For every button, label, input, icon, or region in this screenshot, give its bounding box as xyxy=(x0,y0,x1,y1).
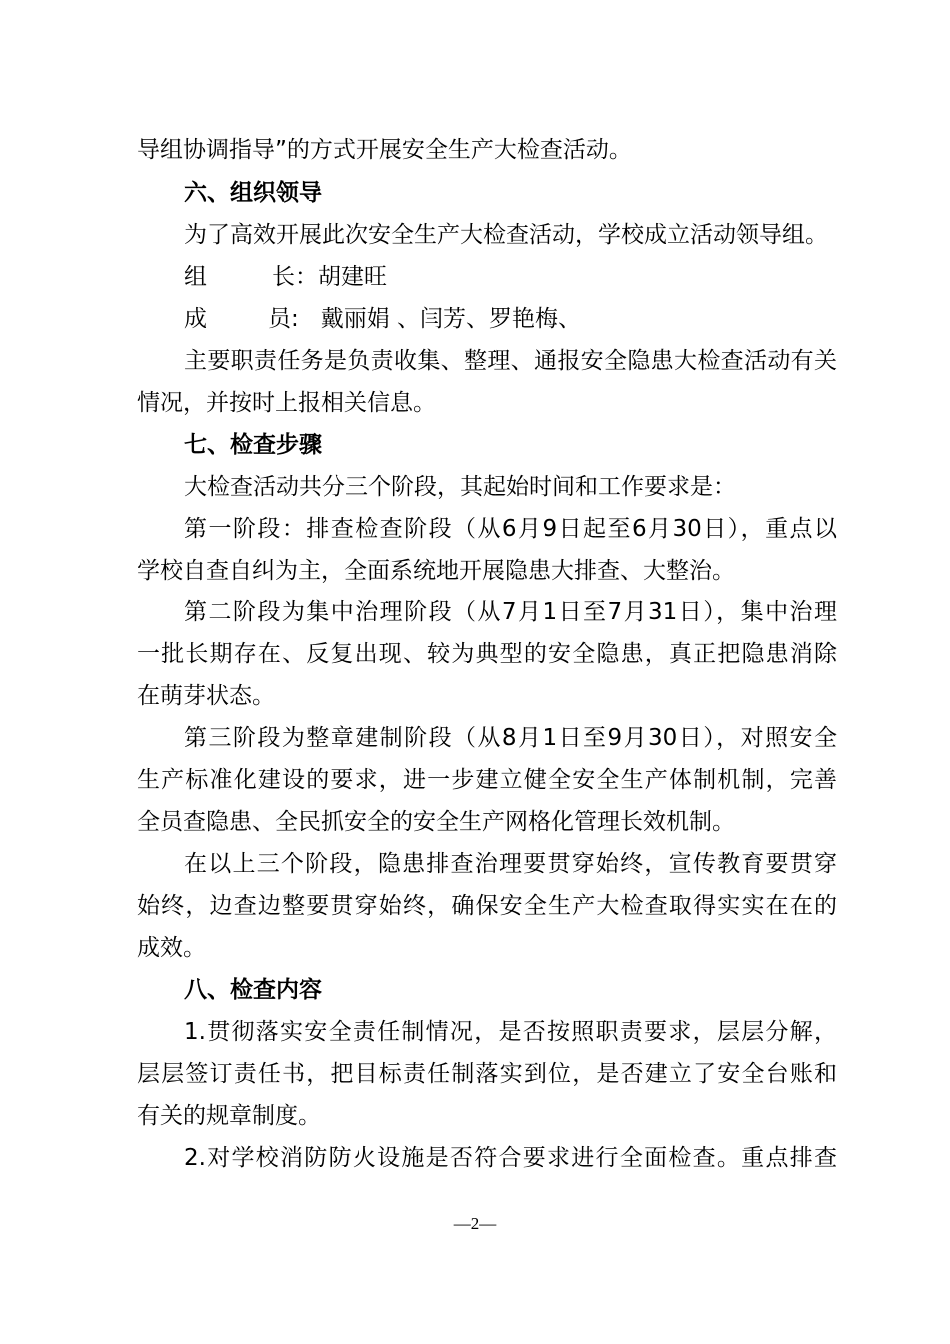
paragraph-line: 第一阶段：排查检查阶段（从6月9日起至6月30日），重点以 xyxy=(184,516,837,542)
member-label-a: 成 xyxy=(184,306,207,332)
paragraph-line: 第二阶段为集中治理阶段（从7月1日至7月31日），集中治理 xyxy=(184,599,837,625)
leader-label-b: 长： xyxy=(272,264,318,290)
paragraph-line: 在萌芽状态。 xyxy=(137,683,275,709)
section-heading-8: 八、检查内容 xyxy=(184,977,322,1003)
paragraph-line: 主要职责任务是负责收集、整理、通报安全隐患大检查活动有关 xyxy=(184,348,837,374)
member-line xyxy=(184,303,837,335)
paragraph-line: 情况，并按时上报相关信息。 xyxy=(137,390,436,416)
paragraph-line: 大检查活动共分三个阶段，其起始时间和工作要求是： xyxy=(184,474,736,500)
paragraph-line: 学校自查自纠为主，全面系统地开展隐患大排查、大整治。 xyxy=(137,558,735,584)
paragraph-line: 有关的规章制度。 xyxy=(137,1103,321,1129)
member-label-b: 员: xyxy=(268,306,299,332)
paragraph-line: 层层签订责任书，把目标责任制落实到位，是否建立了安全台账和 xyxy=(137,1061,837,1087)
paragraph-line: 一批长期存在、反复出现、较为典型的安全隐患，真正把隐患消除 xyxy=(137,641,837,667)
paragraph-line: 生产标准化建设的要求，进一步建立健全安全生产体制机制，完善 xyxy=(137,767,837,793)
paragraph-line: 1.贯彻落实安全责任制情况，是否按照职责要求，层层分解， xyxy=(184,1019,837,1045)
page-number: —2— xyxy=(453,1214,497,1233)
leader-line xyxy=(184,261,837,293)
paragraph-line: 2.对学校消防防火设施是否符合要求进行全面检查。重点排查 xyxy=(184,1145,837,1171)
paragraph-line: 第三阶段为整章建制阶段（从8月1日至9月30日），对照安全 xyxy=(184,725,837,751)
section-heading-6: 六、组织领导 xyxy=(184,180,322,206)
paragraph-line: 在以上三个阶段，隐患排查治理要贯穿始终，宣传教育要贯穿 xyxy=(184,851,837,877)
paragraph-line: 成效。 xyxy=(137,935,206,961)
paragraph-line: 始终，边查边整要贯穿始终，确保安全生产大检查取得实实在在的 xyxy=(137,893,837,919)
leader-label-a: 组 xyxy=(184,264,207,290)
paragraph-line: 全员查隐患、全民抓安全的安全生产网格化管理长效机制。 xyxy=(137,809,735,835)
section-heading-7: 七、检查步骤 xyxy=(184,432,322,458)
paragraph-line: 为了高效开展此次安全生产大检查活动，学校成立活动领导组。 xyxy=(184,222,828,248)
member-names: 戴丽娟 、闫芳、罗艳梅、 xyxy=(320,306,582,332)
paragraph-line: 导组协调指导”的方式开展安全生产大检查活动。 xyxy=(137,137,632,163)
leader-name: 胡建旺 xyxy=(318,264,387,290)
